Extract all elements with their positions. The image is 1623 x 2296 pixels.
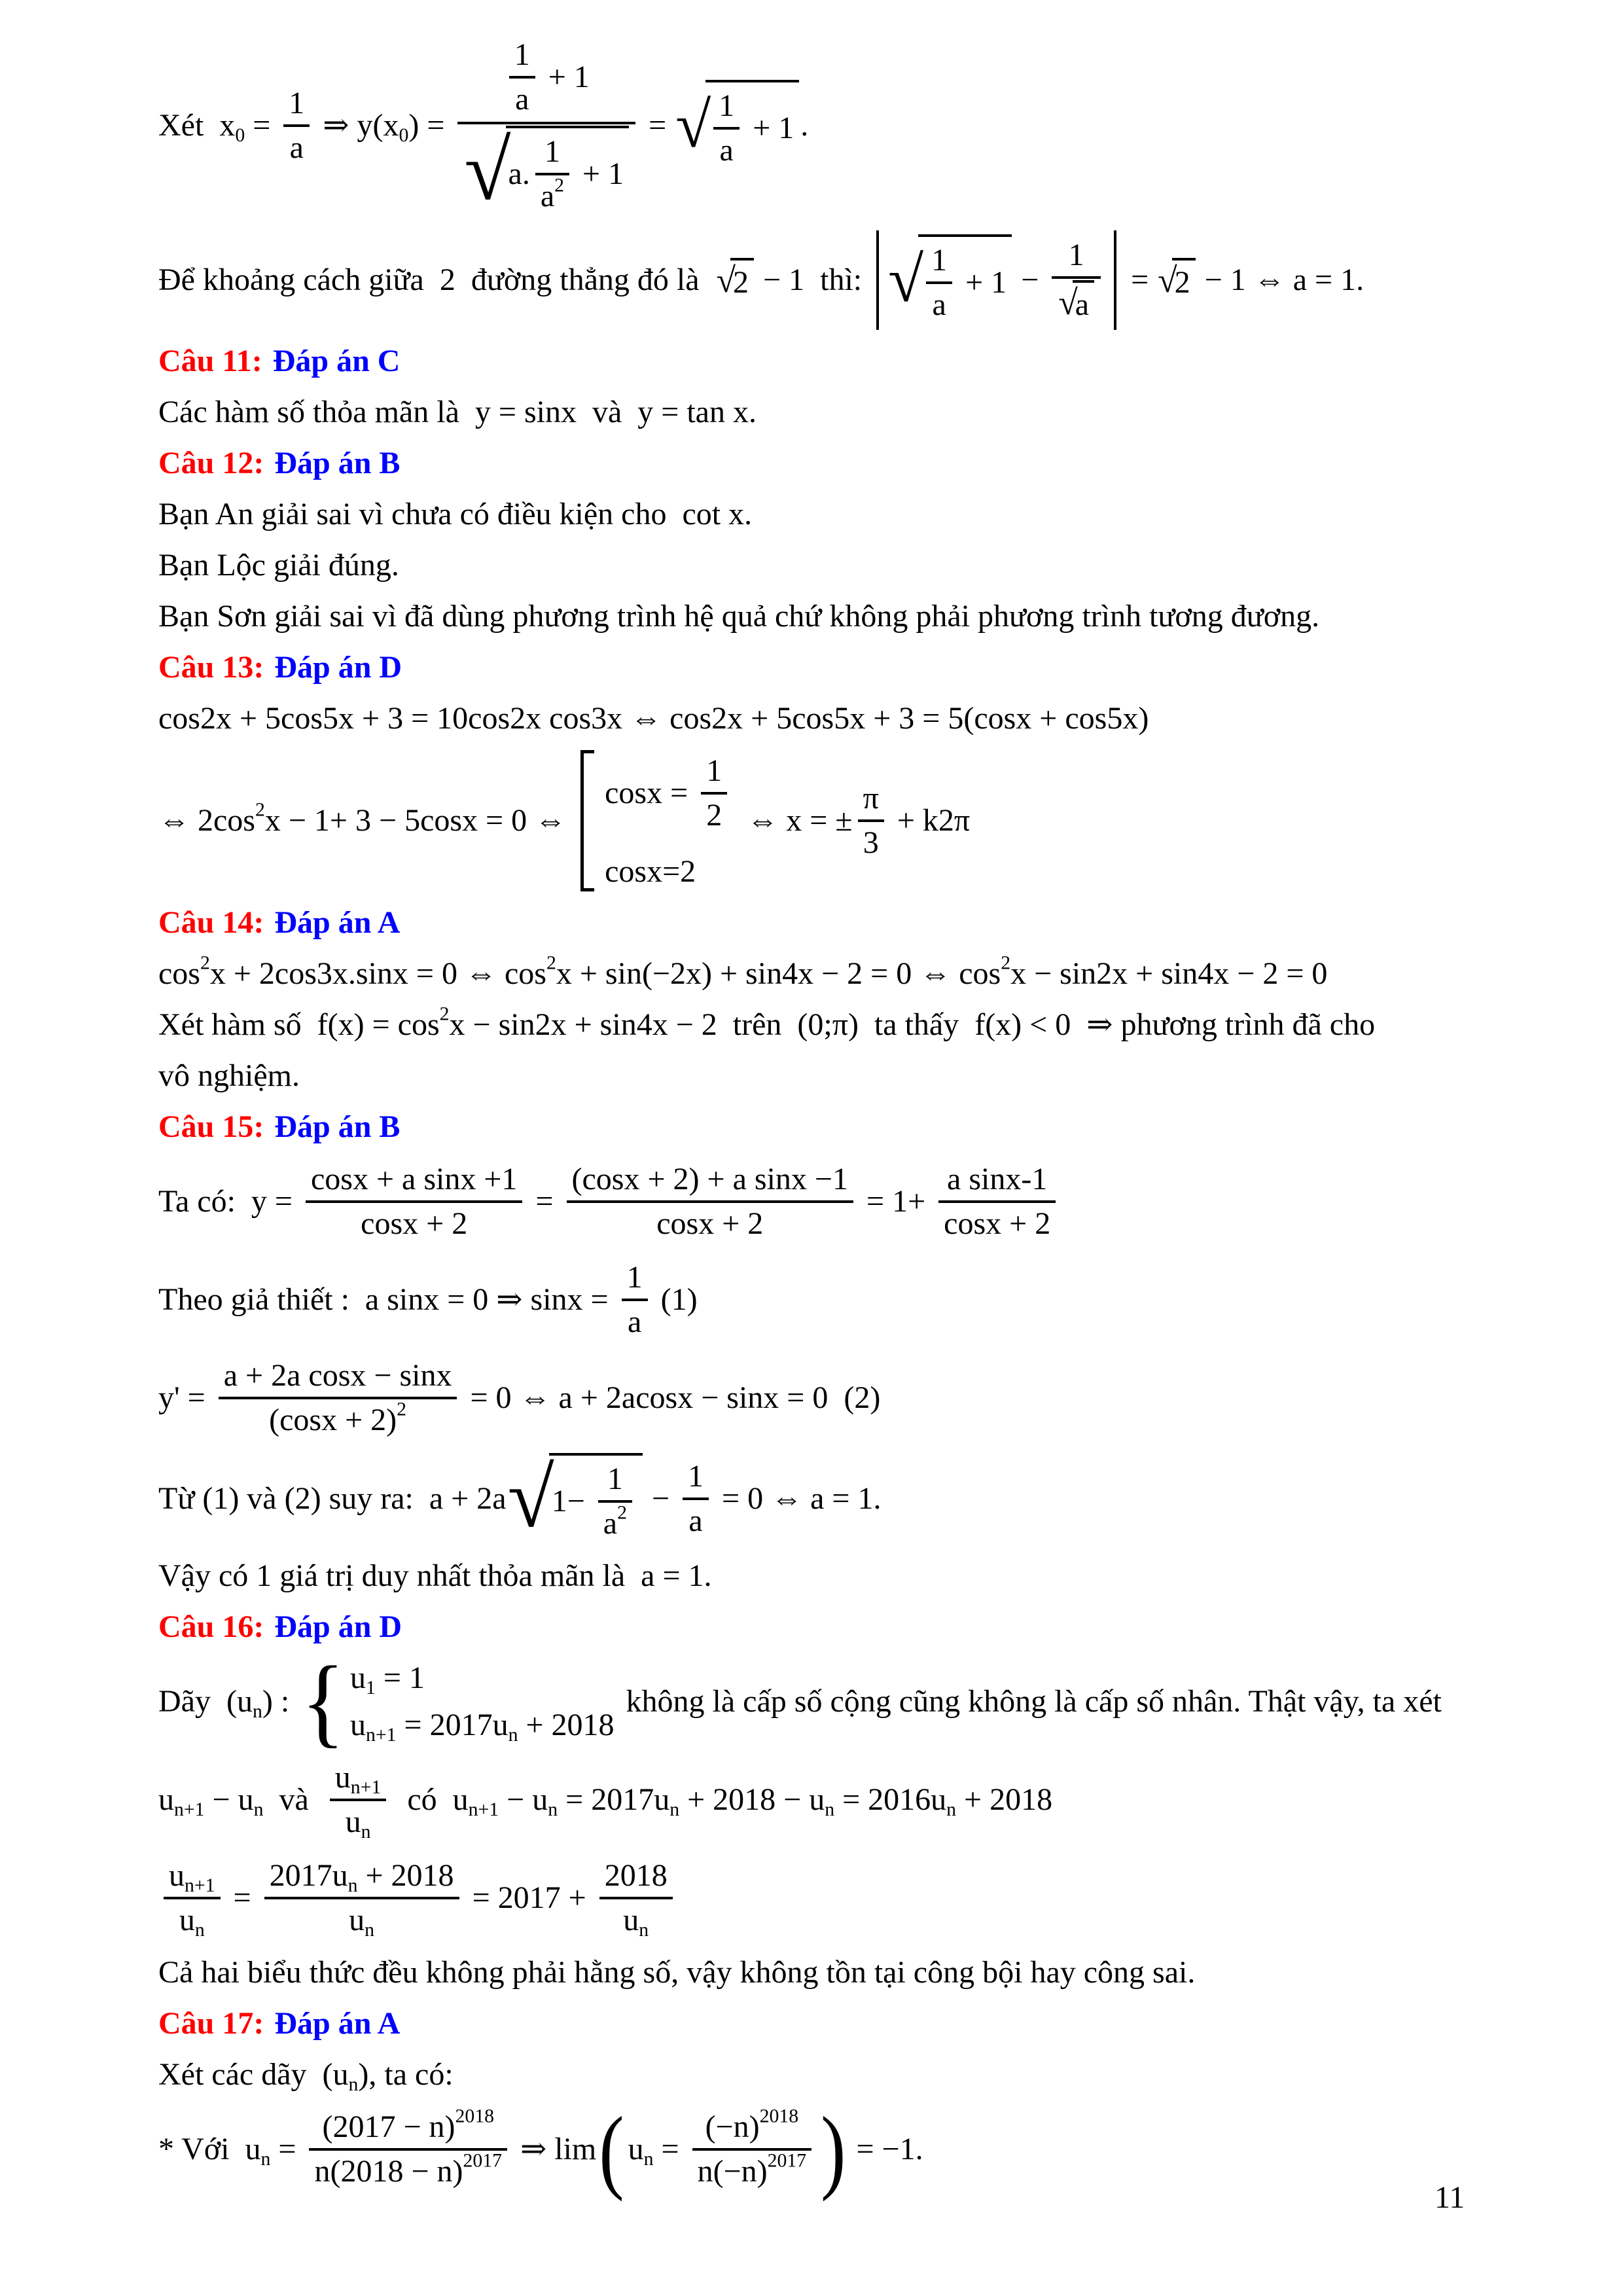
superscript: 2 bbox=[554, 175, 565, 197]
superscript: 2 bbox=[439, 1003, 450, 1026]
denominator bbox=[858, 822, 884, 864]
absolute-value bbox=[876, 230, 1116, 330]
math-text: a. bbox=[508, 156, 530, 191]
denominator bbox=[340, 1801, 376, 1843]
heading-cau12 bbox=[158, 444, 1571, 483]
subscript: 0 bbox=[235, 124, 245, 147]
math-text: a bbox=[515, 82, 529, 117]
math-text: u bbox=[158, 1782, 174, 1817]
subscript: n bbox=[639, 1919, 649, 1941]
math-text: Ta có: y = bbox=[158, 1184, 300, 1219]
numerator bbox=[602, 1458, 628, 1500]
math-text: + 1 bbox=[957, 265, 1007, 300]
math-text: = bbox=[270, 2132, 304, 2166]
math-text: + 1 bbox=[575, 156, 624, 191]
fraction bbox=[283, 82, 310, 169]
text-cau12-loc: Bạn Lộc giải đúng. bbox=[158, 548, 399, 583]
numerator bbox=[942, 1158, 1052, 1200]
numerator bbox=[330, 1757, 387, 1799]
math-text: (cosx + 2) bbox=[269, 1403, 397, 1437]
math-text: a bbox=[688, 1503, 703, 1538]
math-text: + k2π bbox=[889, 803, 971, 838]
denominator bbox=[355, 1203, 473, 1245]
math-text: = bbox=[527, 1184, 562, 1219]
math-text: u bbox=[628, 2132, 644, 2166]
math-text: − 1 ⇔ a = 1. bbox=[1196, 262, 1364, 297]
math-text: 2018 bbox=[604, 1858, 668, 1893]
numerator bbox=[306, 1158, 522, 1200]
math-text: = bbox=[653, 2132, 687, 2166]
question-label: Câu 16: bbox=[158, 1609, 264, 1644]
subscript: n bbox=[508, 1724, 518, 1746]
formula-cau16-diff bbox=[158, 1757, 1571, 1843]
math-text: 1 bbox=[931, 243, 948, 278]
math-text: + 2018 − u bbox=[679, 1782, 825, 1817]
numerator bbox=[1063, 234, 1090, 276]
subscript: n bbox=[548, 1799, 558, 1821]
fraction bbox=[306, 1158, 522, 1245]
numerator bbox=[283, 82, 310, 124]
subscript: n bbox=[365, 1919, 375, 1941]
superscript: 2 bbox=[200, 952, 210, 975]
subscript: n+1 bbox=[365, 1724, 397, 1746]
numerator bbox=[509, 34, 535, 76]
math-text: − 1 thì: bbox=[755, 262, 870, 297]
subscript: n bbox=[253, 1799, 264, 1821]
math-text: = 1 bbox=[375, 1660, 425, 1695]
radicand bbox=[705, 80, 799, 171]
math-text: 1− bbox=[551, 1484, 593, 1518]
subscript: n bbox=[669, 1799, 680, 1821]
radicand bbox=[1172, 258, 1196, 302]
math-text: x + 2cos3x.sinx = 0 ⇔ cos bbox=[209, 956, 546, 991]
answer-label: Đáp án C bbox=[272, 344, 401, 378]
fraction bbox=[164, 1855, 221, 1941]
left-square-bracket-icon bbox=[580, 750, 594, 891]
numerator bbox=[539, 131, 565, 173]
math-text: a bbox=[540, 179, 555, 213]
math-text: = 2017u bbox=[558, 1782, 670, 1817]
formula-cau15-y bbox=[158, 1158, 1571, 1245]
question-label: Câu 14: bbox=[158, 905, 264, 940]
subscript: n bbox=[348, 1874, 358, 1897]
numerator bbox=[683, 1456, 709, 1498]
brace-row bbox=[350, 1706, 615, 1745]
square-root: √ 2 bbox=[717, 258, 755, 302]
math-text: (1) bbox=[652, 1282, 698, 1317]
math-text: a sinx-1 bbox=[947, 1162, 1048, 1196]
math-text: cosx + a sinx +1 bbox=[310, 1162, 518, 1196]
superscript: 2 bbox=[546, 952, 556, 975]
math-text: + 1 bbox=[745, 111, 794, 145]
denominator bbox=[618, 1899, 654, 1941]
math-text: = 1+ bbox=[859, 1184, 934, 1219]
math-text: 2 bbox=[706, 798, 722, 833]
superscript: 2017 bbox=[463, 2150, 503, 2172]
formula-cau13-cases bbox=[158, 750, 1571, 891]
math-text: 2 bbox=[1174, 265, 1190, 300]
page-number: 11 bbox=[1435, 2180, 1465, 2215]
heading-cau14 bbox=[158, 903, 1571, 942]
math-text: 1 bbox=[688, 1459, 704, 1494]
math-text: n(−n) bbox=[697, 2154, 768, 2189]
math-text: 1 bbox=[626, 1260, 643, 1295]
numerator bbox=[599, 1855, 673, 1897]
formula-cau15-derivative bbox=[158, 1355, 1571, 1441]
text-cau11-solution: Các hàm số thỏa mãn là y = sinx và y = tan x. bbox=[158, 395, 757, 429]
numerator bbox=[164, 1855, 221, 1897]
math-text: ⇒ y(x bbox=[315, 108, 399, 143]
fraction bbox=[330, 1757, 387, 1843]
math-text: và bbox=[263, 1782, 325, 1817]
math-text: = 0 ⇔ a + 2acosx − sinx = 0 (2) bbox=[462, 1380, 881, 1415]
math-text: = bbox=[245, 108, 279, 143]
formula-cau15-hypothesis bbox=[158, 1257, 1571, 1343]
math-text: = 0 ⇔ a = 1. bbox=[714, 1481, 882, 1516]
math-text: x − 1+ 3 − 5cosx = 0 ⇔ bbox=[264, 803, 575, 838]
text-cau15-conclusion: Vậy có 1 giá trị duy nhất thỏa mãn là a = 1. bbox=[158, 1558, 712, 1593]
answer-label: Đáp án B bbox=[274, 446, 401, 480]
math-text: . bbox=[800, 108, 809, 143]
question-label: Câu 13: bbox=[158, 650, 264, 685]
math-text: − u bbox=[204, 1782, 254, 1817]
subscript: 0 bbox=[399, 124, 409, 147]
heading-cau17 bbox=[158, 2004, 1571, 2043]
fraction bbox=[264, 1855, 459, 1941]
radicand bbox=[549, 1453, 643, 1545]
math-text: 1 bbox=[706, 753, 722, 788]
math-text: cosx + 2 bbox=[361, 1206, 468, 1241]
question-label: Câu 12: bbox=[158, 446, 264, 480]
math-text: cosx + 2 bbox=[944, 1206, 1051, 1241]
question-label: Câu 11: bbox=[158, 344, 262, 378]
math-text: Để khoảng cách giữa 2 đường thẳng đó là bbox=[158, 262, 715, 297]
heading-cau13 bbox=[158, 648, 1571, 687]
numerator bbox=[499, 33, 595, 122]
superscript: 2017 bbox=[767, 2150, 807, 2172]
math-text: u bbox=[623, 1903, 639, 1937]
subscript: n bbox=[194, 1919, 205, 1941]
answer-label: Đáp án D bbox=[274, 1609, 402, 1644]
math-text: 1 bbox=[1068, 238, 1084, 272]
math-text: a bbox=[932, 287, 946, 322]
subscript: n bbox=[260, 2148, 271, 2170]
paren-content bbox=[624, 2106, 821, 2193]
math-text: a bbox=[627, 1304, 642, 1339]
numerator bbox=[264, 1855, 459, 1897]
denominator bbox=[938, 1203, 1056, 1245]
math-text: không là cấp số cộng cũng không là cấp số nhân. Thật vậy, ta xét bbox=[618, 1684, 1442, 1719]
denominator bbox=[174, 1899, 210, 1941]
math-text: có u bbox=[391, 1782, 469, 1817]
cases-group bbox=[580, 750, 732, 891]
answer-label: Đáp án A bbox=[274, 2006, 401, 2041]
denominator bbox=[1052, 279, 1101, 326]
math-text: 1 bbox=[544, 134, 560, 169]
square-root: √ $\frac{1}{a}$ + 1 bbox=[675, 80, 799, 171]
math-text: = −1. bbox=[848, 2132, 923, 2166]
math-text: ⇔ 2cos bbox=[158, 803, 255, 838]
square-root: √ $\frac{1}{a}$ + 1 bbox=[888, 234, 1012, 326]
radicand bbox=[506, 126, 630, 217]
square-root: √ a bbox=[1058, 280, 1094, 325]
numerator bbox=[317, 2106, 499, 2148]
superscript: 2 bbox=[1001, 952, 1011, 975]
math-text: u bbox=[169, 1858, 185, 1893]
fraction bbox=[622, 1257, 648, 1343]
text-cau14-vonghiem: vô nghiệm. bbox=[158, 1058, 300, 1093]
superscript: 2 bbox=[255, 799, 265, 821]
math-text: = 2016u bbox=[834, 1782, 947, 1817]
math-text: (2017 − n) bbox=[322, 2109, 455, 2144]
fraction bbox=[926, 240, 952, 326]
math-text: cos bbox=[158, 956, 200, 991]
numerator bbox=[926, 240, 952, 281]
denominator bbox=[715, 130, 739, 171]
fraction bbox=[683, 1456, 709, 1542]
brace-system: { u 1 = 1 u n+1 = 2017u n + 2018 bbox=[301, 1646, 615, 1757]
question-label: Câu 17: bbox=[158, 2006, 264, 2041]
math-text: − bbox=[1013, 262, 1047, 297]
math-text: a bbox=[289, 130, 304, 165]
denominator bbox=[622, 1301, 647, 1343]
brace-row bbox=[350, 1659, 425, 1698]
math-text: x − sin2x + sin4x − 2 = 0 bbox=[1010, 956, 1328, 991]
radicand bbox=[730, 258, 754, 302]
subscript: n bbox=[252, 1700, 262, 1723]
math-text: ), ta có: bbox=[358, 2057, 454, 2092]
subscript: n bbox=[825, 1799, 835, 1821]
denominator bbox=[264, 1399, 412, 1441]
formula-cau17-intro bbox=[158, 2055, 1571, 2094]
math-text: 1 bbox=[514, 37, 530, 72]
math-text: cosx=2 bbox=[605, 854, 696, 889]
math-text: ⇔ x = ± bbox=[739, 803, 853, 838]
subscript: n+1 bbox=[174, 1799, 205, 1821]
denominator bbox=[344, 1899, 380, 1941]
math-text: n(2018 − n) bbox=[314, 2154, 463, 2189]
math-text: ⇒ lim bbox=[512, 2132, 597, 2166]
subscript: n bbox=[946, 1799, 957, 1821]
math-text: 2017u bbox=[269, 1858, 348, 1893]
math-text: = 2017 + bbox=[464, 1880, 594, 1915]
fraction bbox=[535, 131, 569, 217]
subscript: n+1 bbox=[350, 1776, 382, 1799]
formula-cau14-analysis bbox=[158, 1005, 1571, 1045]
denominator bbox=[651, 1203, 768, 1245]
numerator bbox=[701, 750, 727, 792]
math-text: 1 bbox=[719, 88, 735, 123]
subscript: n bbox=[361, 1821, 371, 1843]
fraction bbox=[1052, 234, 1101, 326]
fraction bbox=[309, 2106, 507, 2193]
subscript: n+1 bbox=[185, 1874, 215, 1897]
math-text: = bbox=[225, 1880, 259, 1915]
text-cau12-an: Bạn An giải sai vì chưa có điều kiện cho cot x. bbox=[158, 497, 753, 531]
math-text: u bbox=[334, 1760, 351, 1795]
fraction bbox=[509, 34, 535, 120]
formula-cau16-sequence bbox=[158, 1646, 1571, 1757]
square-root: √ 1− 1 a 2 bbox=[508, 1453, 643, 1545]
math-text: 1 bbox=[289, 86, 305, 120]
math-text: cosx = bbox=[605, 776, 696, 810]
formula-cau10-distance bbox=[158, 230, 1571, 330]
math-text: Dãy (u bbox=[158, 1684, 253, 1719]
denominator bbox=[535, 175, 569, 217]
math-text: * Với u bbox=[158, 2132, 261, 2166]
cases-rows bbox=[605, 750, 732, 891]
math-text: π bbox=[863, 781, 879, 816]
math-text: u bbox=[349, 1903, 365, 1937]
math-text: = bbox=[641, 108, 675, 143]
math-text: Theo giả thiết : a sinx = 0 ⇒ sinx = bbox=[158, 1282, 616, 1317]
brace-rows bbox=[350, 1659, 615, 1745]
text-cau16-conclusion: Cả hai biểu thức đều không phải hằng số, vậy không tồn tại công bội hay công sai. bbox=[158, 1955, 1196, 1990]
fraction bbox=[938, 1158, 1056, 1245]
heading-cau11 bbox=[158, 342, 1571, 381]
math-text: u bbox=[349, 1708, 366, 1742]
subscript: 1 bbox=[365, 1677, 376, 1699]
subscript: n bbox=[643, 2148, 654, 2170]
math-text: x + sin(−2x) + sin4x − 2 = 0 ⇔ cos bbox=[556, 956, 1001, 991]
math-text: y' = bbox=[158, 1380, 213, 1415]
math-text: u bbox=[345, 1804, 361, 1839]
math-text: − bbox=[643, 1481, 678, 1516]
denominator bbox=[309, 2151, 507, 2193]
math-text: cos2x + 5cos5x + 3 = 10cos2x cos3x ⇔ cos2x + 5cos5x + 3 = 5(cosx + cos5x) bbox=[158, 701, 1149, 736]
fraction bbox=[701, 750, 727, 836]
math-text: 1 bbox=[607, 1462, 623, 1496]
denominator bbox=[598, 1503, 632, 1545]
denominator bbox=[692, 2151, 812, 2193]
cases-row bbox=[605, 852, 696, 891]
heading-cau15 bbox=[158, 1107, 1571, 1147]
math-text: 2 bbox=[733, 265, 749, 300]
denominator bbox=[683, 1500, 707, 1542]
denominator bbox=[285, 127, 309, 169]
square-root: √ a. 1 a 2 + 1 bbox=[464, 126, 629, 217]
math-text: ) = bbox=[408, 108, 453, 143]
fraction bbox=[858, 778, 884, 864]
math-text: ) : bbox=[262, 1684, 298, 1719]
denominator bbox=[457, 124, 635, 219]
fraction bbox=[713, 85, 740, 171]
math-text: = 2017u bbox=[396, 1708, 508, 1742]
numerator bbox=[622, 1257, 648, 1299]
math-text: + 2018 bbox=[357, 1858, 454, 1893]
math-text: a + 2a cosx − sinx bbox=[223, 1358, 452, 1393]
math-text: (cosx + 2) + a sinx −1 bbox=[571, 1162, 848, 1196]
superscript: 2018 bbox=[759, 2106, 799, 2128]
math-text: + 2018 bbox=[956, 1782, 1053, 1817]
fraction bbox=[567, 1158, 853, 1245]
math-text: − u bbox=[499, 1782, 548, 1817]
numerator bbox=[567, 1158, 853, 1200]
math-text: = bbox=[1123, 262, 1157, 297]
math-text: u bbox=[179, 1903, 195, 1937]
fraction bbox=[599, 1855, 673, 1941]
fraction bbox=[457, 33, 635, 219]
formula-cau16-ratio bbox=[158, 1855, 1571, 1941]
formula-cau15-combine bbox=[158, 1453, 1571, 1545]
denominator bbox=[927, 284, 951, 326]
paren-group: ( u n = (−n) 2018 n(−n) 2017 ) bbox=[599, 2097, 846, 2202]
superscript: 2 bbox=[397, 1399, 407, 1421]
math-text: + 1 bbox=[540, 60, 590, 94]
answer-label: Đáp án A bbox=[274, 905, 401, 940]
square-root: √ 2 bbox=[1158, 258, 1196, 302]
superscript: 2018 bbox=[455, 2106, 495, 2128]
formula-cau10-eval bbox=[158, 33, 1571, 219]
radicand bbox=[918, 234, 1012, 326]
answer-label: Đáp án D bbox=[274, 650, 402, 685]
math-text: (−n) bbox=[705, 2109, 760, 2144]
subscript: n+1 bbox=[468, 1799, 499, 1821]
fraction bbox=[598, 1458, 632, 1545]
math-text: Xét các dãy (u bbox=[158, 2057, 349, 2092]
math-text: + 2018 bbox=[518, 1708, 615, 1742]
math-text: Từ (1) và (2) suy ra: a + 2a bbox=[158, 1481, 507, 1516]
formula-cau14-transform bbox=[158, 954, 1571, 994]
math-text: a bbox=[603, 1506, 618, 1541]
numerator bbox=[700, 2106, 804, 2148]
superscript: 2 bbox=[617, 1502, 627, 1524]
math-text: cosx + 2 bbox=[656, 1206, 764, 1241]
numerator bbox=[219, 1355, 457, 1397]
question-label: Câu 15: bbox=[158, 1109, 264, 1144]
math-text: a bbox=[1075, 287, 1090, 322]
math-text: Xét x bbox=[158, 108, 236, 143]
answer-label: Đáp án B bbox=[274, 1109, 401, 1144]
math-text: u bbox=[349, 1660, 366, 1695]
numerator bbox=[713, 85, 740, 127]
radicand bbox=[1073, 280, 1094, 325]
math-text: a bbox=[719, 133, 734, 168]
text-cau12-son: Bạn Sơn giải sai vì đã dùng phương trình hệ quả chứ không phải phương trình tương đương. bbox=[158, 599, 1320, 634]
math-text: x − sin2x + sin4x − 2 trên (0;π) ta thấy f(x) < 0 ⇒ phương trình đã cho bbox=[449, 1007, 1376, 1042]
subscript: n bbox=[348, 2073, 359, 2096]
fraction bbox=[692, 2106, 812, 2193]
denominator bbox=[701, 795, 727, 836]
math-text: Xét hàm số f(x) = cos bbox=[158, 1007, 440, 1042]
math-text: 3 bbox=[863, 825, 879, 860]
heading-cau16 bbox=[158, 1607, 1571, 1647]
fraction bbox=[219, 1355, 457, 1441]
numerator bbox=[858, 778, 884, 819]
cases-row bbox=[605, 750, 732, 836]
formula-cau13-expand bbox=[158, 699, 1571, 738]
denominator bbox=[510, 79, 534, 120]
